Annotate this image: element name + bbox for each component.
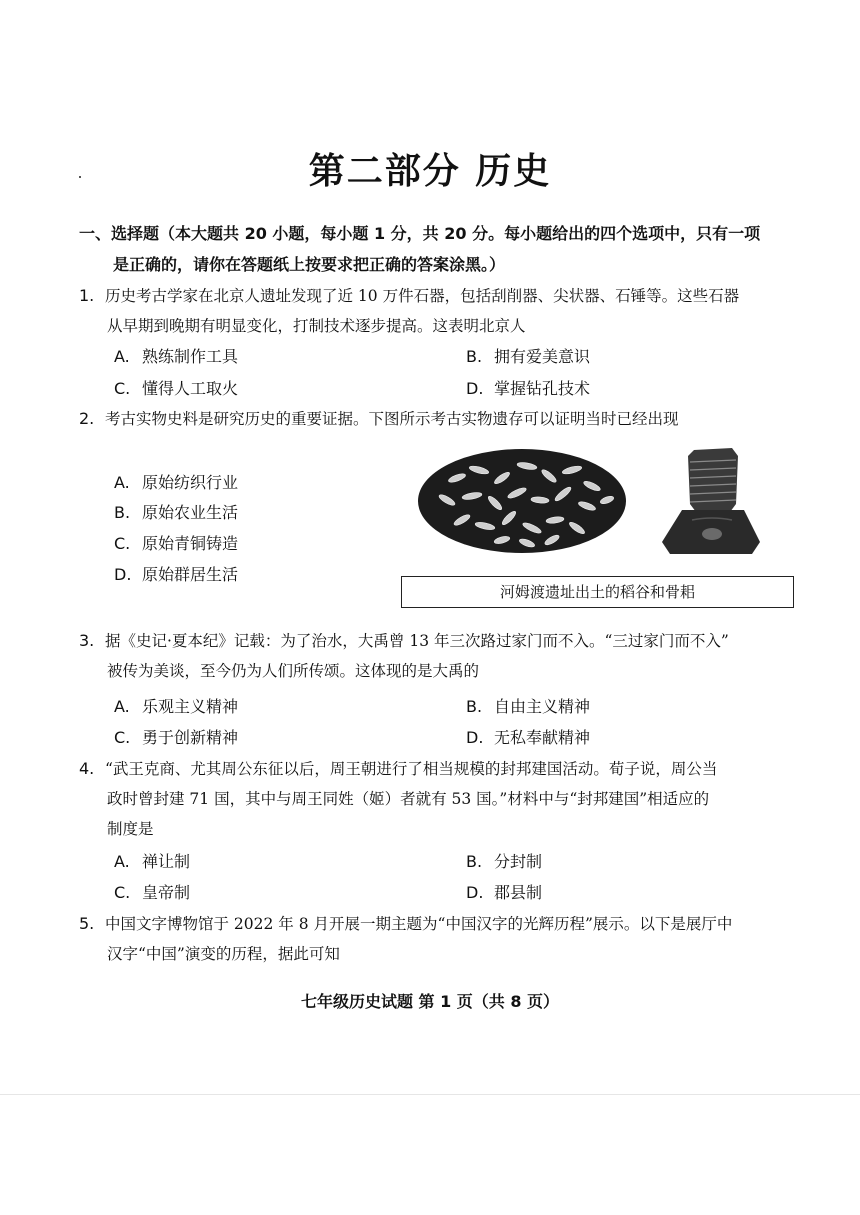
question-2 (79, 404, 819, 434)
question-stem-line-2: 被传为美谈，至今仍为人们所传颂。这体现的是大禹的 (107, 662, 480, 680)
question-stem-line-1: “武王克商、尤其周公东征以后，周王朝进行了相当规模的封邦建国活动。荀子说，周公当 (105, 760, 718, 778)
q2-option-a: A. 原始纺织行业 (114, 473, 239, 492)
question-stem-line-1: 历史考古学家在北京人遗址发现了近 10 万件石器，包括刮削器、尖状器、石锤等。这些石器 (105, 287, 740, 305)
question-1 (79, 281, 819, 341)
bone-spade-photo (652, 442, 770, 557)
question-number: 2. (79, 409, 95, 428)
question-stem-line-3: 制度是 (107, 820, 154, 838)
q3-option-c: C. 勇于创新精神 (114, 728, 239, 747)
question-4 (79, 754, 819, 844)
section-instructions (79, 218, 819, 280)
q1-option-c: C. 懂得人工取火 (114, 379, 239, 398)
q1-option-d: D. 掌握钻孔技术 (466, 379, 591, 398)
q3-option-b: B. 自由主义精神 (466, 697, 591, 716)
q3-option-d: D. 无私奉献精神 (466, 728, 591, 747)
q2-option-b: B. 原始农业生活 (114, 503, 239, 522)
question-stem-line-2: 汉字“中国”演变的历程，据此可知 (107, 945, 340, 963)
q4-option-b: B. 分封制 (466, 852, 543, 871)
question-stem-line-2: 政时曾封建 71 国，其中与周王同姓（姬）者就有 53 国。”材料中与“封邦建国”相适应的 (107, 790, 710, 808)
page-bottom-divider (0, 1094, 860, 1095)
q3-option-a: A. 乐观主义精神 (114, 697, 239, 716)
q2-option-c: C. 原始青铜铸造 (114, 534, 239, 553)
q4-option-d: D. 郡县制 (466, 883, 543, 902)
question-5 (79, 909, 819, 969)
question-number: 5. (79, 914, 95, 933)
question-number: 1. (79, 286, 95, 305)
page-title: 第二部分 历史 (308, 151, 552, 192)
question-stem-line-1: 据《史记·夏本纪》记载：为了治水，大禹曾 13 年三次路过家门而不入。“三过家门而不入” (105, 632, 729, 650)
q2-option-d: D. 原始群居生活 (114, 565, 239, 584)
question-stem-line-1: 考古实物史料是研究历史的重要证据。下图所示考古实物遗存可以证明当时已经出现 (105, 410, 679, 428)
question-stem-line-1: 中国文字博物馆于 2022 年 8 月开展一期主题为“中国汉字的光辉历程”展示。以下是展厅中 (105, 915, 733, 933)
image-caption: 河姆渡遗址出土的稻谷和骨耜 (401, 576, 794, 608)
q4-option-c: C. 皇帝制 (114, 883, 191, 902)
question-stem-line-2: 从早期到晚期有明显变化，打制技术逐步提高。这表明北京人 (107, 317, 526, 335)
rice-grains-photo (417, 448, 627, 554)
question-number: 3. (79, 631, 95, 650)
question-number: 4. (79, 759, 95, 778)
section-line-2: 是正确的，请你在答题纸上按要求把正确的答案涂黑。） (113, 255, 506, 274)
q1-option-b: B. 拥有爱美意识 (466, 347, 591, 366)
section-line-1: 一、选择题（本大题共 20 小题，每小题 1 分，共 20 分。每小题给出的四个选项中，只有一项 (79, 224, 761, 243)
question-3 (79, 626, 819, 686)
q1-option-a: A. 熟练制作工具 (114, 347, 239, 366)
q4-option-a: A. 禅让制 (114, 852, 191, 871)
page-footer: 七年级历史试题 第 1 页（共 8 页） (300, 992, 560, 1011)
